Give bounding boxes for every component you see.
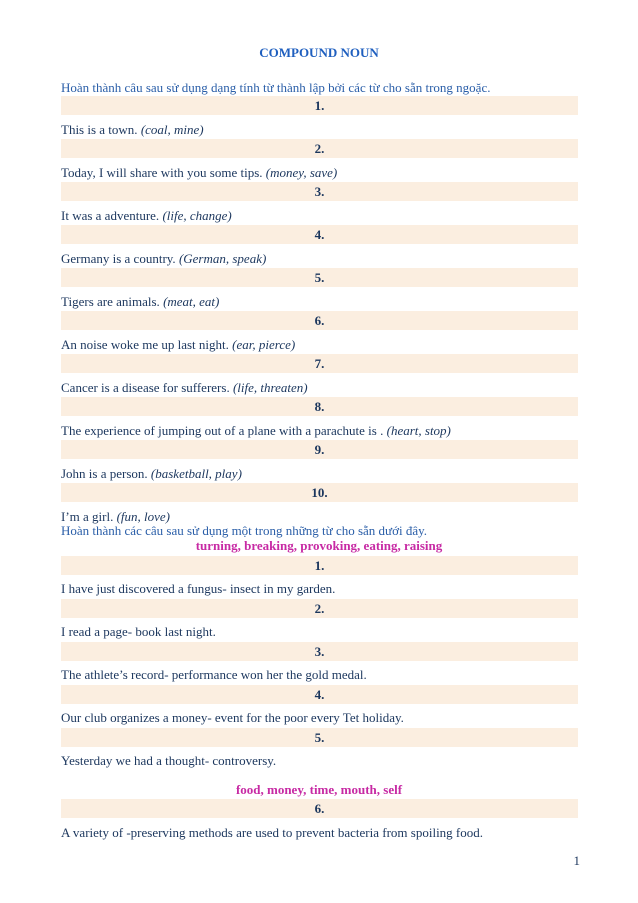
exercise-sentence xyxy=(61,208,232,224)
item-number: 10. xyxy=(61,483,578,502)
exercise-sentence xyxy=(61,466,242,482)
word-bank-2: food, money, time, mouth, self xyxy=(235,782,403,797)
exercise-sentence: Our club organizes a money- event for the poor every Tet holiday. xyxy=(61,710,404,725)
item-number: 8. xyxy=(61,397,578,416)
item-number: 5. xyxy=(61,728,578,747)
sentence-text: Today, I will share with you some tips. xyxy=(61,165,266,180)
item-number: 6. xyxy=(61,311,578,330)
word-hint: (fun, love) xyxy=(116,509,171,524)
item-number: 9. xyxy=(61,440,578,459)
section1-instruction: Hoàn thành câu sau sử dụng dạng tính từ thành lập bởi các từ cho sẵn trong ngoặc. xyxy=(61,80,491,95)
exercise-sentence xyxy=(61,251,266,267)
word-hint: (ear, pierce) xyxy=(232,337,296,352)
sentence-text: Germany is a country. xyxy=(61,251,179,266)
word-bank: turning, breaking, provoking, eating, raising xyxy=(195,538,443,553)
item-number: 6. xyxy=(61,799,578,818)
word-hint: (life, change) xyxy=(162,208,232,223)
word-hint: (money, save) xyxy=(265,165,338,180)
sentence-text: It was a adventure. xyxy=(61,208,163,223)
item-number: 3. xyxy=(61,182,578,201)
page-number: 1 xyxy=(573,853,580,868)
word-hint: (coal, mine) xyxy=(140,122,204,137)
sentence-text: An noise woke me up last night. xyxy=(61,337,233,352)
item-number: 2. xyxy=(61,139,578,158)
word-hint: (German, speak) xyxy=(178,251,267,266)
exercise-sentence xyxy=(61,122,204,138)
exercise-sentence: I read a page- book last night. xyxy=(61,624,216,639)
exercise-sentence: A variety of -preserving methods are used to prevent bacteria from spoiling food. xyxy=(61,825,484,840)
sentence-text: The experience of jumping out of a plane with a parachute is . xyxy=(61,423,387,438)
exercise-sentence xyxy=(61,380,308,396)
section2-instruction: Hoàn thành các câu sau sử dụng một trong những từ cho sẵn dưới đây. xyxy=(61,523,427,538)
word-hint: (life, threaten) xyxy=(232,380,308,395)
sentence-text: This is a town. xyxy=(61,122,141,137)
sentence-text: Tigers are animals. xyxy=(61,294,164,309)
item-number: 4. xyxy=(61,685,578,704)
sentence-text: Cancer is a disease for sufferers. xyxy=(61,380,233,395)
item-number: 2. xyxy=(61,599,578,618)
exercise-sentence xyxy=(61,165,337,181)
exercise-sentence: The athlete’s record- performance won her the gold medal. xyxy=(61,667,367,682)
sentence-text: John is a person. xyxy=(61,466,151,481)
word-hint: (meat, eat) xyxy=(163,294,220,309)
exercise-sentence: I have just discovered a fungus- insect in my garden. xyxy=(61,581,336,596)
word-hint: (basketball, play) xyxy=(150,466,242,481)
page-title: COMPOUND NOUN xyxy=(259,45,379,60)
sentence-text: I’m a girl. xyxy=(61,509,117,524)
item-number: 1. xyxy=(61,556,578,575)
exercise-sentence xyxy=(61,423,451,439)
item-number: 5. xyxy=(61,268,578,287)
item-number: 7. xyxy=(61,354,578,373)
exercise-sentence: Yesterday we had a thought- controversy. xyxy=(61,753,277,768)
item-number: 4. xyxy=(61,225,578,244)
exercise-sentence xyxy=(61,337,295,353)
exercise-sentence xyxy=(61,294,219,310)
item-number: 1. xyxy=(61,96,578,115)
item-number: 3. xyxy=(61,642,578,661)
word-hint: (heart, stop) xyxy=(386,423,451,438)
